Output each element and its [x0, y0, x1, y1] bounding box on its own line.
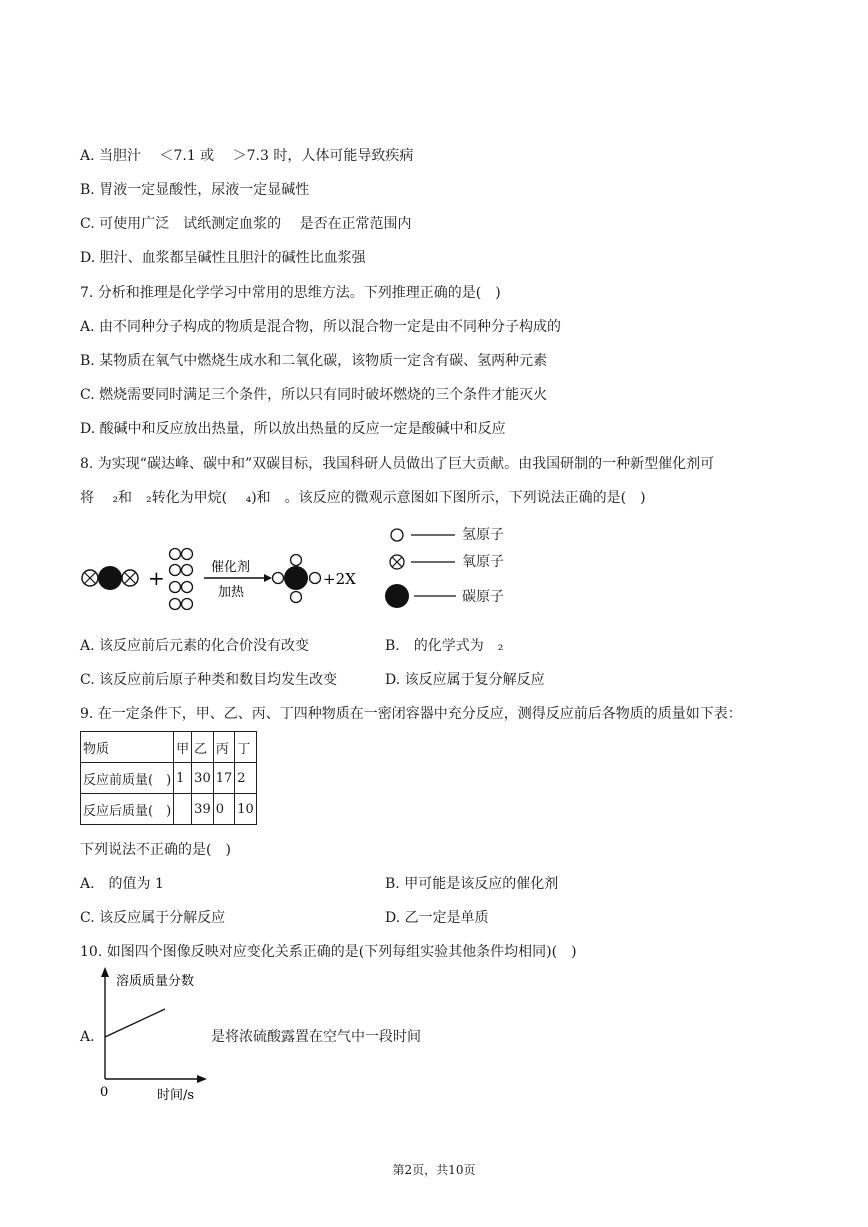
plus-sign: +: [148, 566, 165, 590]
q9-option-c: C. 该反应属于分解反应: [80, 910, 226, 926]
q10-stem: 10. 如图四个图像反映对应变化关系正确的是(下列每组实验其他条件均相同)( ): [80, 944, 577, 960]
q6-option-c: C. 可使用广泛 试纸测定血浆的 是否在正常范围内: [80, 216, 412, 232]
ch4-molecule: [273, 555, 321, 603]
q8-option-c: C. 该反应前后原子种类和数目均发生改变: [80, 672, 338, 688]
q10-graph-a: [95, 965, 220, 1105]
q10-option-letter: A.: [80, 1029, 95, 1045]
q9-option-d: D. 乙一定是单质: [385, 910, 489, 926]
arrow-head-icon: [264, 574, 272, 582]
origin-label: 0: [100, 1085, 109, 1100]
q8-stem-line1: 8. 为实现“碳达峰、碳中和”双碳目标，我国科研人员做出了巨大贡献。由我国研制的一种新型催化剂可: [80, 456, 715, 472]
table-cell: [174, 794, 192, 825]
heat-label: 加热: [218, 585, 245, 600]
q10-caption: 是将浓硫酸露置在空气中一段时间: [211, 1029, 421, 1045]
legend-hydrogen-label: 氢原子: [462, 527, 504, 543]
q7-stem: 7. 分析和推理是化学学习中常用的思维方法。下列推理正确的是( ): [80, 285, 501, 301]
q6-option-d: D. 胆汁、血浆都呈碱性且胆汁的碱性比血浆强: [80, 250, 366, 266]
q6-option-a: A. 当胆汁 ＜7.1 或 ＞7.3 时，人体可能导致疾病: [80, 148, 414, 164]
table-header-cell: 丁: [235, 732, 257, 763]
legend-hydrogen-icon: [389, 525, 459, 545]
table-cell: 反应后质量( ): [81, 794, 174, 825]
reaction-micro-diagram: [78, 540, 378, 610]
q7-option-a: A. 由不同种分子构成的物质是混合物，所以混合物一定是由不同种分子构成的: [80, 319, 562, 335]
h2-molecules: [170, 549, 193, 610]
table-cell: 反应前质量( ): [81, 763, 174, 794]
legend-oxygen-icon: [389, 552, 459, 572]
table-cell: 10: [235, 794, 257, 825]
q9-question: 下列说法不正确的是( ): [80, 842, 231, 858]
q7-option-b: B. 某物质在氧气中燃烧生成水和二氧化碳，该物质一定含有碳、氢两种元素: [80, 353, 548, 369]
legend-oxygen-label: 氧原子: [462, 554, 504, 570]
q9-option-b: B. 甲可能是该反应的催化剂: [385, 876, 559, 892]
table-cell: 39: [192, 794, 214, 825]
table-header-cell: 甲: [174, 732, 192, 763]
table-cell: 17: [213, 763, 235, 794]
y-axis-label: 溶质质量分数: [116, 974, 195, 989]
q9-option-a: A. 的值为 1: [80, 876, 164, 892]
q9-stem: 9. 在一定条件下，甲、乙、丙、丁四种物质在一密闭容器中充分反应，测得反应前后各物质的质量如下表：: [80, 706, 742, 722]
table-cell: 0: [213, 794, 235, 825]
page-footer: 第2页，共10页: [392, 1163, 476, 1177]
q8-option-d: D. 该反应属于复分解反应: [385, 672, 545, 688]
co2-molecule: [82, 566, 138, 590]
x-axis-arrow-icon: [197, 1075, 207, 1083]
table-header-cell: 乙: [192, 732, 214, 763]
q7-option-d: D. 酸碱中和反应放出热量，所以放出热量的反应一定是酸碱中和反应: [80, 421, 506, 437]
q7-option-c: C. 燃烧需要同时满足三个条件，所以只有同时破坏燃烧的三个条件才能灭火: [80, 387, 548, 403]
mass-table: [80, 731, 257, 825]
legend-carbon-icon: [384, 582, 460, 610]
x-axis-label: 时间/s: [157, 1088, 195, 1103]
q6-option-b: B. 胃液一定显酸性，尿液一定显碱性: [80, 182, 310, 198]
legend-carbon-label: 碳原子: [462, 589, 504, 605]
product-x-label: +2X: [323, 570, 356, 588]
table-cell: 1: [174, 763, 192, 794]
table-row: [81, 763, 257, 794]
table-row: [81, 794, 257, 825]
q8-stem-line2: 将 ₂和 ₂转化为甲烷( ₄)和 。该反应的微观示意图如下图所示，下列说法正确的是( ): [80, 490, 646, 506]
q8-option-b: B. 的化学式为 ₂: [385, 638, 504, 654]
data-line: [105, 1009, 165, 1037]
table-header-cell: 物质: [81, 732, 174, 763]
y-axis-arrow-icon: [101, 967, 109, 977]
table-cell: 30: [192, 763, 214, 794]
table-header-row: [81, 732, 257, 763]
table-header-cell: 丙: [213, 732, 235, 763]
catalyst-label: 催化剂: [211, 560, 251, 575]
table-cell: 2: [235, 763, 257, 794]
q8-option-a: A. 该反应前后元素的化合价没有改变: [80, 638, 310, 654]
